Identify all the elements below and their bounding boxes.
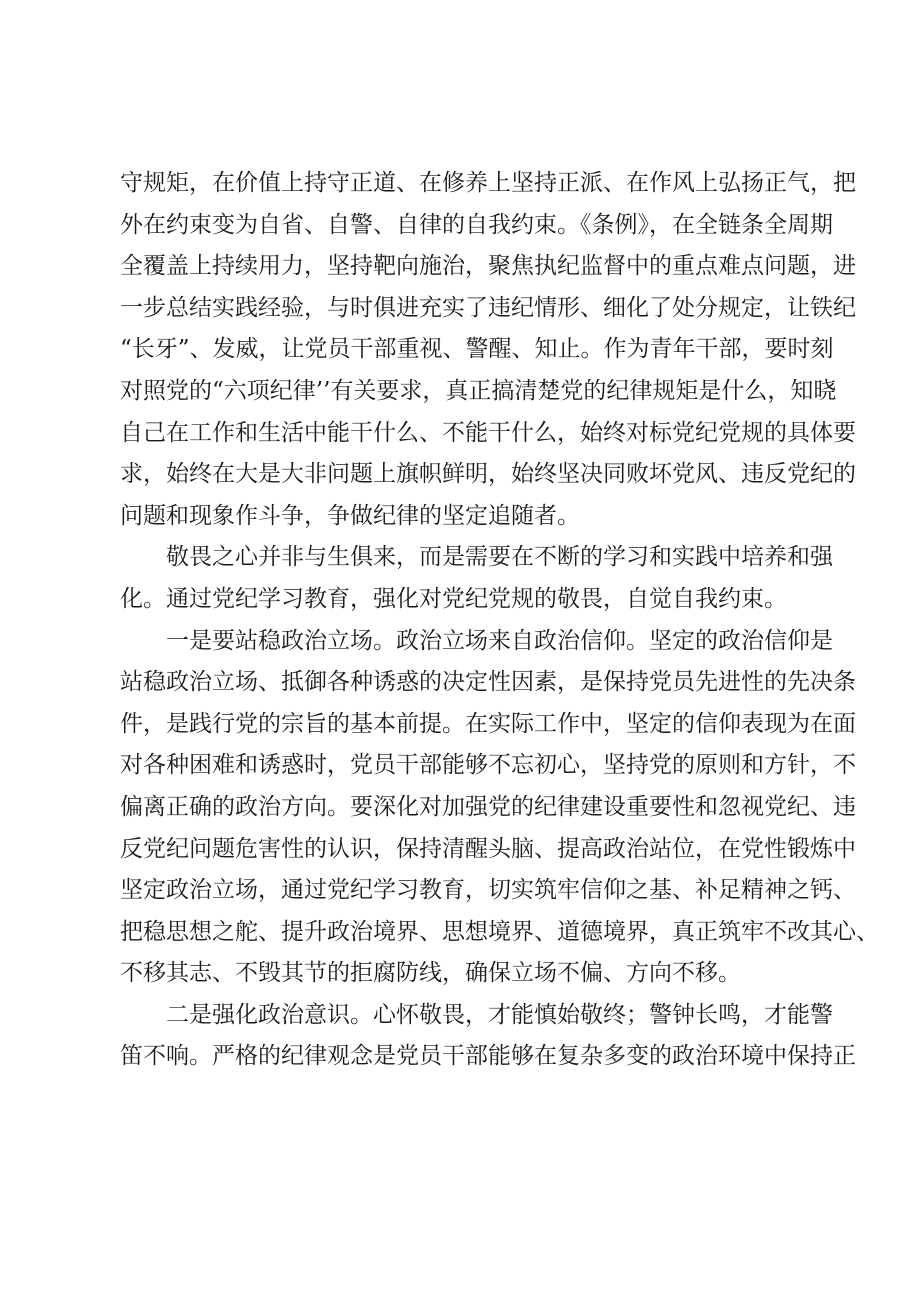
text-line: 一是要站稳政治立场。政治立场来自政治信仰。坚定的政治信仰是	[166, 627, 833, 654]
text-line: 件，是践行党的宗旨的基本前提。在实际工作中，坚定的信仰表现为在面	[120, 710, 856, 737]
paragraph	[120, 995, 856, 1078]
text-line: 对照党的“六项纪律’’有关要求，真正搞清楚党的纪律规矩是什么，知晓	[120, 377, 837, 404]
text-line: 把稳思想之舵、提升政治境界、思想境界、道德境界，真正筑牢不改其心、	[120, 918, 879, 945]
text-line: 自己在工作和生活中能干什么、不能干什么，始终对标党纪党规的具体要	[120, 419, 856, 446]
paragraph	[120, 621, 879, 995]
text-line: 偏离正确的政治方向。要深化对加强党的纪律建设重要性和忽视党纪、违	[120, 793, 856, 820]
text-line: 问题和现象作斗争，争做纪律的坚定追随者。	[120, 502, 580, 529]
text-line: 对各种困难和诱惑时，党员干部能够不忘初心，坚持党的原则和方针，不	[120, 752, 856, 779]
text-line: 笛不响。严格的纪律观念是党员干部能够在复杂多变的政治环境中保持正	[120, 1043, 856, 1070]
text-line: 全覆盖上持续用力，坚持靶向施治，聚焦执纪监督中的重点难点问题，进	[120, 253, 856, 280]
text-line: 反党纪问题危害性的认识，保持清醒头脑、提高政治站位，在党性锻炼中	[120, 835, 856, 862]
paragraph	[120, 537, 833, 620]
text-line: 坚定政治立场，通过党纪学习教育，切实筑牢信仰之基、补足精神之钙、	[120, 877, 856, 904]
text-line: “长牙”、发威，让党员干部重视、警醒、知止。作为青年干部，要时刻	[120, 336, 834, 363]
text-line: 一步总结实践经验，与时俱进充实了违纪情形、细化了处分规定，让铁纪	[120, 294, 856, 321]
document-body	[120, 163, 879, 1078]
text-line: 不移其志、不毁其节的拒腐防线，确保立场不偏、方向不移。	[120, 960, 741, 987]
text-line: 守规矩，在价值上持守正道、在修养上坚持正派、在作风上弘扬正气，把	[120, 170, 856, 196]
text-line: 求，始终在大是大非问题上旗帜鲜明，始终坚决同败坏党风、违反党纪的	[120, 461, 856, 488]
text-line: 二是强化政治意识。心怀敬畏，才能慎始敬终；警钟长鸣，才能警	[166, 1001, 833, 1028]
paragraph	[120, 163, 856, 537]
text-line: 化。通过党纪学习教育，强化对党纪党规的敬畏，自觉自我约束。	[120, 585, 787, 612]
text-line: 站稳政治立场、抵御各种诱惑的决定性因素，是保持党员先进性的先决条	[120, 669, 856, 696]
text-line: 敬畏之心并非与生俱来，而是需要在不断的学习和实践中培养和强	[166, 544, 833, 571]
text-line: 外在约束变为自省、自警、自律的自我约束。《条例》，在全链条全周期	[120, 211, 833, 238]
